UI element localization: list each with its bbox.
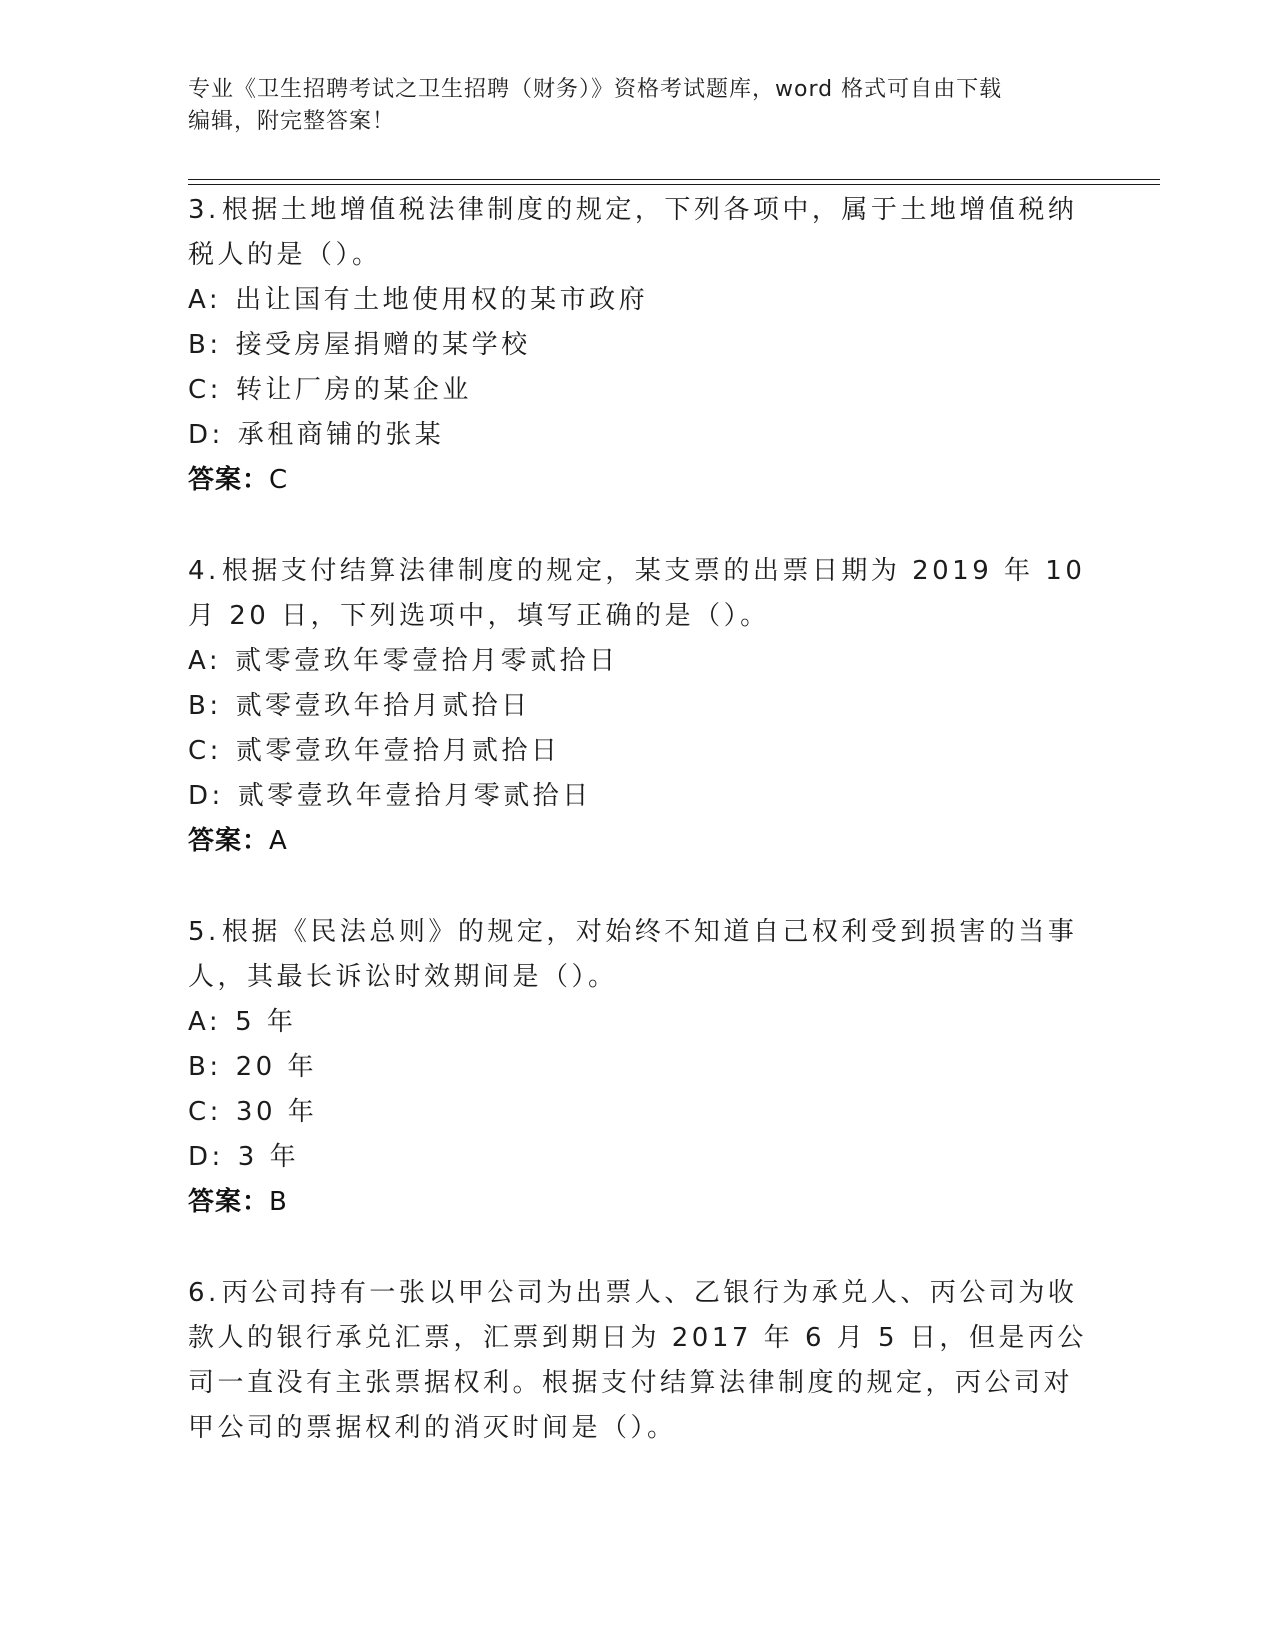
option-text: 转让厂房的某企业 (235, 375, 472, 405)
answer-line (188, 1180, 1088, 1225)
answer-label: 答案： (188, 1187, 270, 1217)
option-letter: B: (188, 330, 222, 360)
option-letter: D: (188, 781, 224, 811)
option-letter: A: (188, 1007, 222, 1037)
option-d (188, 413, 1088, 458)
answer-label: 答案： (188, 826, 270, 856)
question-text (188, 1271, 1088, 1451)
question-6 (188, 1271, 1088, 1451)
option-c (188, 368, 1088, 413)
option-text: 贰零壹玖年拾月贰拾日 (235, 691, 531, 721)
header-line-1: 专业《卫生招聘考试之卫生招聘（财务）》资格考试题库，word 格式可自由下载 (188, 77, 1003, 102)
header-line-2: 编辑，附完整答案！ (188, 109, 396, 134)
option-text: 5 年 (235, 1007, 297, 1037)
option-c (188, 729, 1088, 774)
question-text (188, 549, 1088, 639)
option-letter: C: (188, 736, 222, 766)
option-letter: C: (188, 1097, 222, 1127)
option-text: 贰零壹玖年壹拾月零贰拾日 (237, 781, 592, 811)
option-c (188, 1090, 1088, 1135)
option-text: 20 年 (235, 1052, 317, 1082)
question-number: 5. (188, 917, 220, 947)
option-letter: A: (188, 285, 222, 315)
option-text: 贰零壹玖年零壹拾月零贰拾日 (235, 646, 619, 676)
option-text: 3 年 (237, 1142, 300, 1172)
question-number: 4. (188, 556, 220, 586)
answer-line (188, 458, 1088, 503)
option-text: 30 年 (235, 1097, 318, 1127)
option-letter: A: (188, 646, 222, 676)
option-letter: B: (188, 691, 222, 721)
question-body: 丙公司持有一张以甲公司为出票人、乙银行为承兑人、丙公司为收款人的银行承兑汇票，汇票到期日为 2017 年 6 月 5 日，但是丙公司一直没有主张票据权利。根据支付结算法律制度的规定，丙公司对甲公司的票据权利的消灭时间是（）。 (188, 1278, 1087, 1443)
option-text: 贰零壹玖年壹拾月贰拾日 (235, 736, 561, 766)
option-b (188, 323, 1088, 368)
option-text: 承租商铺的张某 (237, 420, 445, 450)
question-number: 3. (188, 195, 220, 225)
option-letter: C: (188, 375, 222, 405)
option-b (188, 1045, 1088, 1090)
question-body: 根据支付结算法律制度的规定，某支票的出票日期为 2019 年 10 月 20 日，下列选项中，填写正确的是（）。 (188, 556, 1086, 631)
answer-line (188, 819, 1088, 864)
document-header (188, 74, 1088, 138)
option-letter: D: (188, 420, 224, 450)
option-letter: B: (188, 1052, 222, 1082)
question-body: 根据土地增值税法律制度的规定，下列各项中，属于土地增值税纳税人的是（）。 (188, 195, 1078, 270)
question-body: 根据《民法总则》的规定，对始终不知道自己权利受到损害的当事人，其最长诉讼时效期间是（）。 (188, 917, 1078, 992)
option-text: 出让国有土地使用权的某市政府 (235, 285, 649, 315)
option-a (188, 1000, 1088, 1045)
option-d (188, 1135, 1088, 1180)
question-5 (188, 910, 1088, 1225)
question-text (188, 188, 1088, 278)
question-3 (188, 188, 1088, 503)
option-text: 接受房屋捐赠的某学校 (235, 330, 531, 360)
option-d (188, 774, 1088, 819)
header-divider (188, 179, 1160, 185)
answer-value: C (269, 465, 289, 495)
question-list (188, 188, 1088, 1497)
option-letter: D: (188, 1142, 224, 1172)
option-b (188, 684, 1088, 729)
question-number: 6. (188, 1278, 220, 1308)
option-a (188, 639, 1088, 684)
question-text (188, 910, 1088, 1000)
answer-label: 答案： (188, 465, 270, 495)
answer-value: A (269, 826, 288, 856)
option-a (188, 278, 1088, 323)
question-4 (188, 549, 1088, 864)
answer-value: B (269, 1187, 288, 1217)
